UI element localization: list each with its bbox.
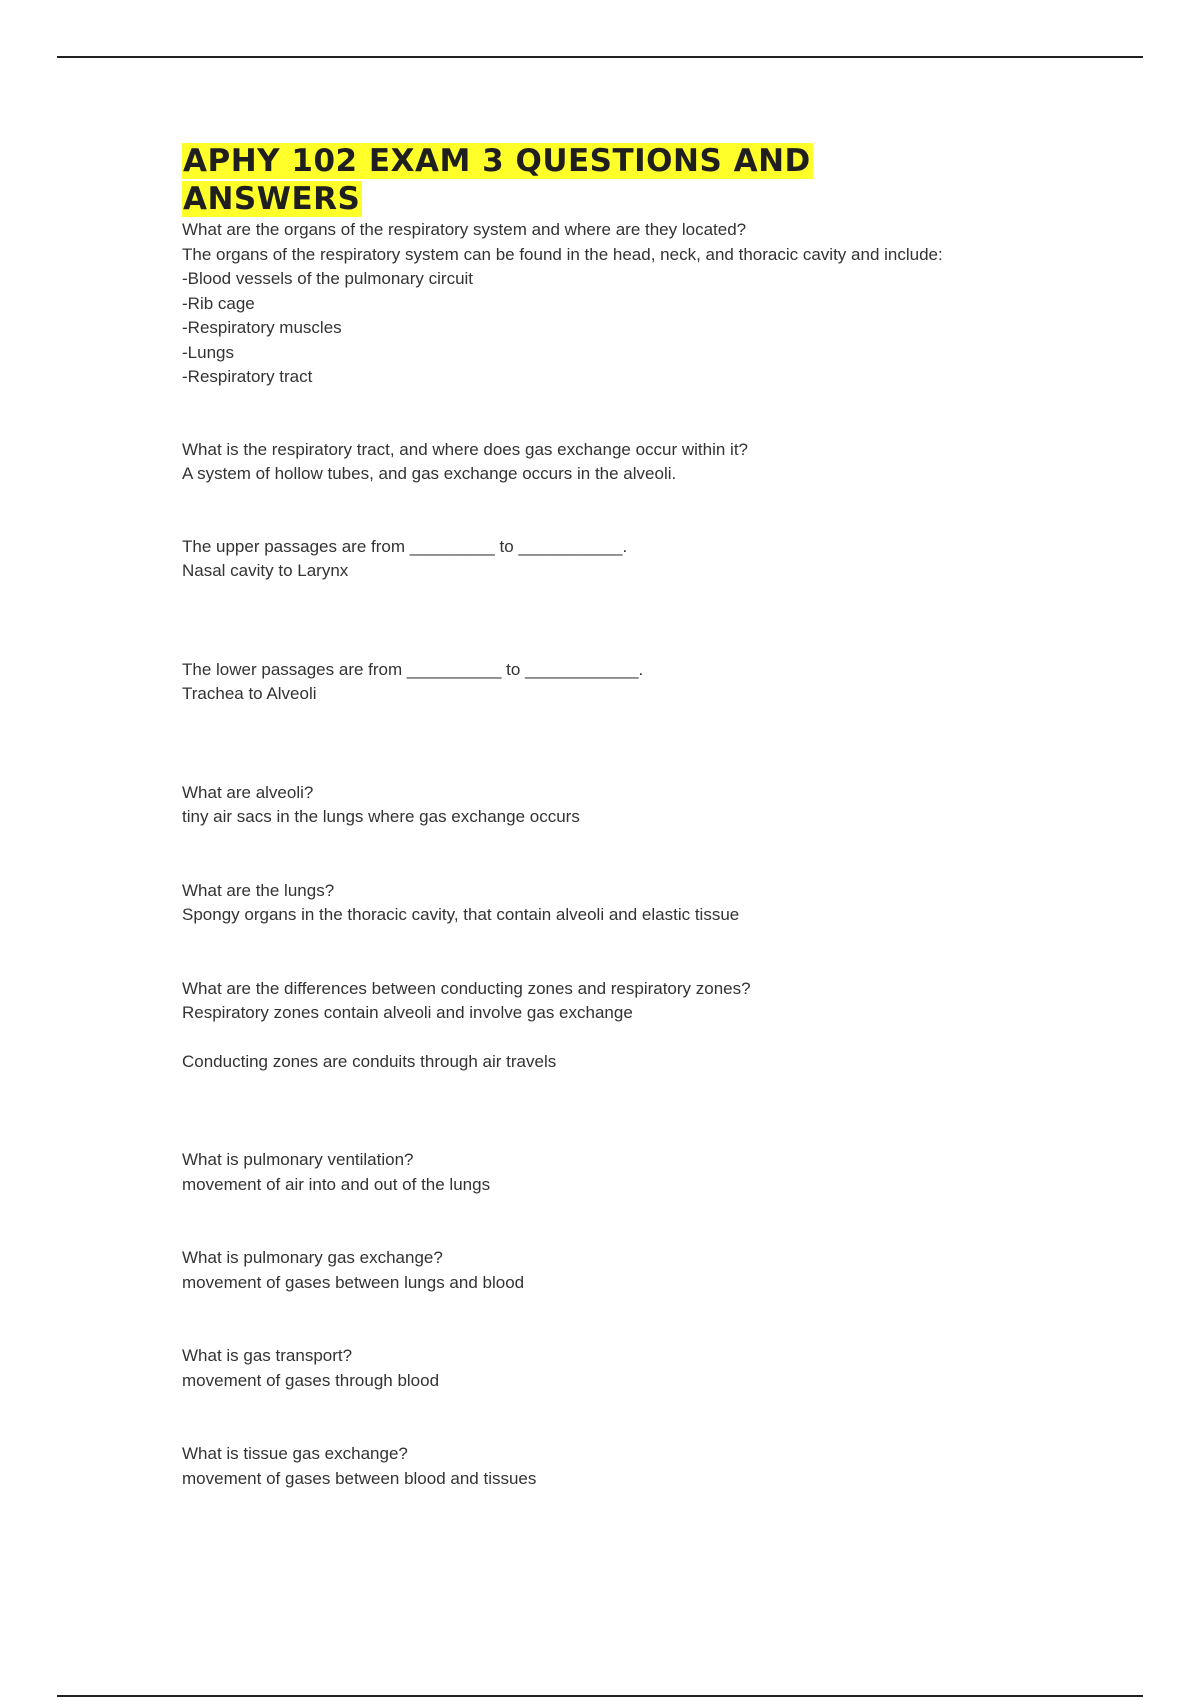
title-line-2: ANSWERS <box>183 181 361 217</box>
qa-item <box>182 1246 1082 1295</box>
answer-text: The organs of the respiratory system can be found in the head, neck, and thoracic cavity and include: <box>182 244 943 264</box>
qa-item <box>182 438 1082 487</box>
answer-text: Conducting zones are conduits through air travels <box>182 1051 557 1071</box>
question-text: What are the lungs? <box>182 880 335 900</box>
qa-item <box>182 1148 1082 1197</box>
document-title <box>182 142 1082 218</box>
title-line-1: APHY 102 EXAM 3 QUESTIONS AND <box>183 143 811 179</box>
answer-text: Trachea to Alveoli <box>182 684 317 703</box>
answer-text: movement of air into and out of the lungs <box>182 1174 491 1194</box>
header-rule <box>57 56 1143 58</box>
answer-text: movement of gases through blood <box>182 1370 440 1390</box>
question-text: What is pulmonary gas exchange? <box>182 1248 443 1267</box>
footer-rule <box>57 1695 1143 1697</box>
answer-list-item: -Respiratory muscles <box>182 318 342 337</box>
answer-text: Spongy organs in the thoracic cavity, that contain alveoli and elastic tissue <box>182 905 740 924</box>
qa-item <box>182 977 1082 1075</box>
document-body <box>182 142 1082 1491</box>
answer-text: movement of gases between blood and tissues <box>182 1468 537 1488</box>
answer-list-item: -Rib cage <box>182 293 255 313</box>
question-text: What is pulmonary ventilation? <box>182 1150 414 1169</box>
answer-text: Nasal cavity to Larynx <box>182 561 349 580</box>
qa-item <box>182 781 1082 830</box>
qa-item <box>182 879 1082 928</box>
question-text: What are alveoli? <box>182 782 314 802</box>
answer-list-item: -Lungs <box>182 342 234 362</box>
question-text: The lower passages are from __________ to ____________. <box>182 659 644 679</box>
qa-item <box>182 218 1082 390</box>
question-text: What is tissue gas exchange? <box>182 1444 408 1463</box>
answer-text: movement of gases between lungs and blood <box>182 1272 525 1292</box>
question-text: What is gas transport? <box>182 1346 353 1365</box>
question-text: What are the organs of the respiratory system and where are they located? <box>182 220 747 239</box>
answer-text: tiny air sacs in the lungs where gas exchange occurs <box>182 807 580 826</box>
question-text: What are the differences between conducting zones and respiratory zones? <box>182 978 751 998</box>
answer-list-item: -Blood vessels of the pulmonary circuit <box>182 269 474 288</box>
question-text: The upper passages are from _________ to ___________. <box>182 536 628 556</box>
answer-list-item: -Respiratory tract <box>182 367 313 386</box>
qa-item <box>182 535 1082 584</box>
qa-item <box>182 1344 1082 1393</box>
qa-item <box>182 1442 1082 1491</box>
qa-item <box>182 658 1082 707</box>
answer-text: Respiratory zones contain alveoli and involve gas exchange <box>182 1003 633 1022</box>
question-text: What is the respiratory tract, and where does gas exchange occur within it? <box>182 439 749 459</box>
answer-text: A system of hollow tubes, and gas exchange occurs in the alveoli. <box>182 464 677 483</box>
